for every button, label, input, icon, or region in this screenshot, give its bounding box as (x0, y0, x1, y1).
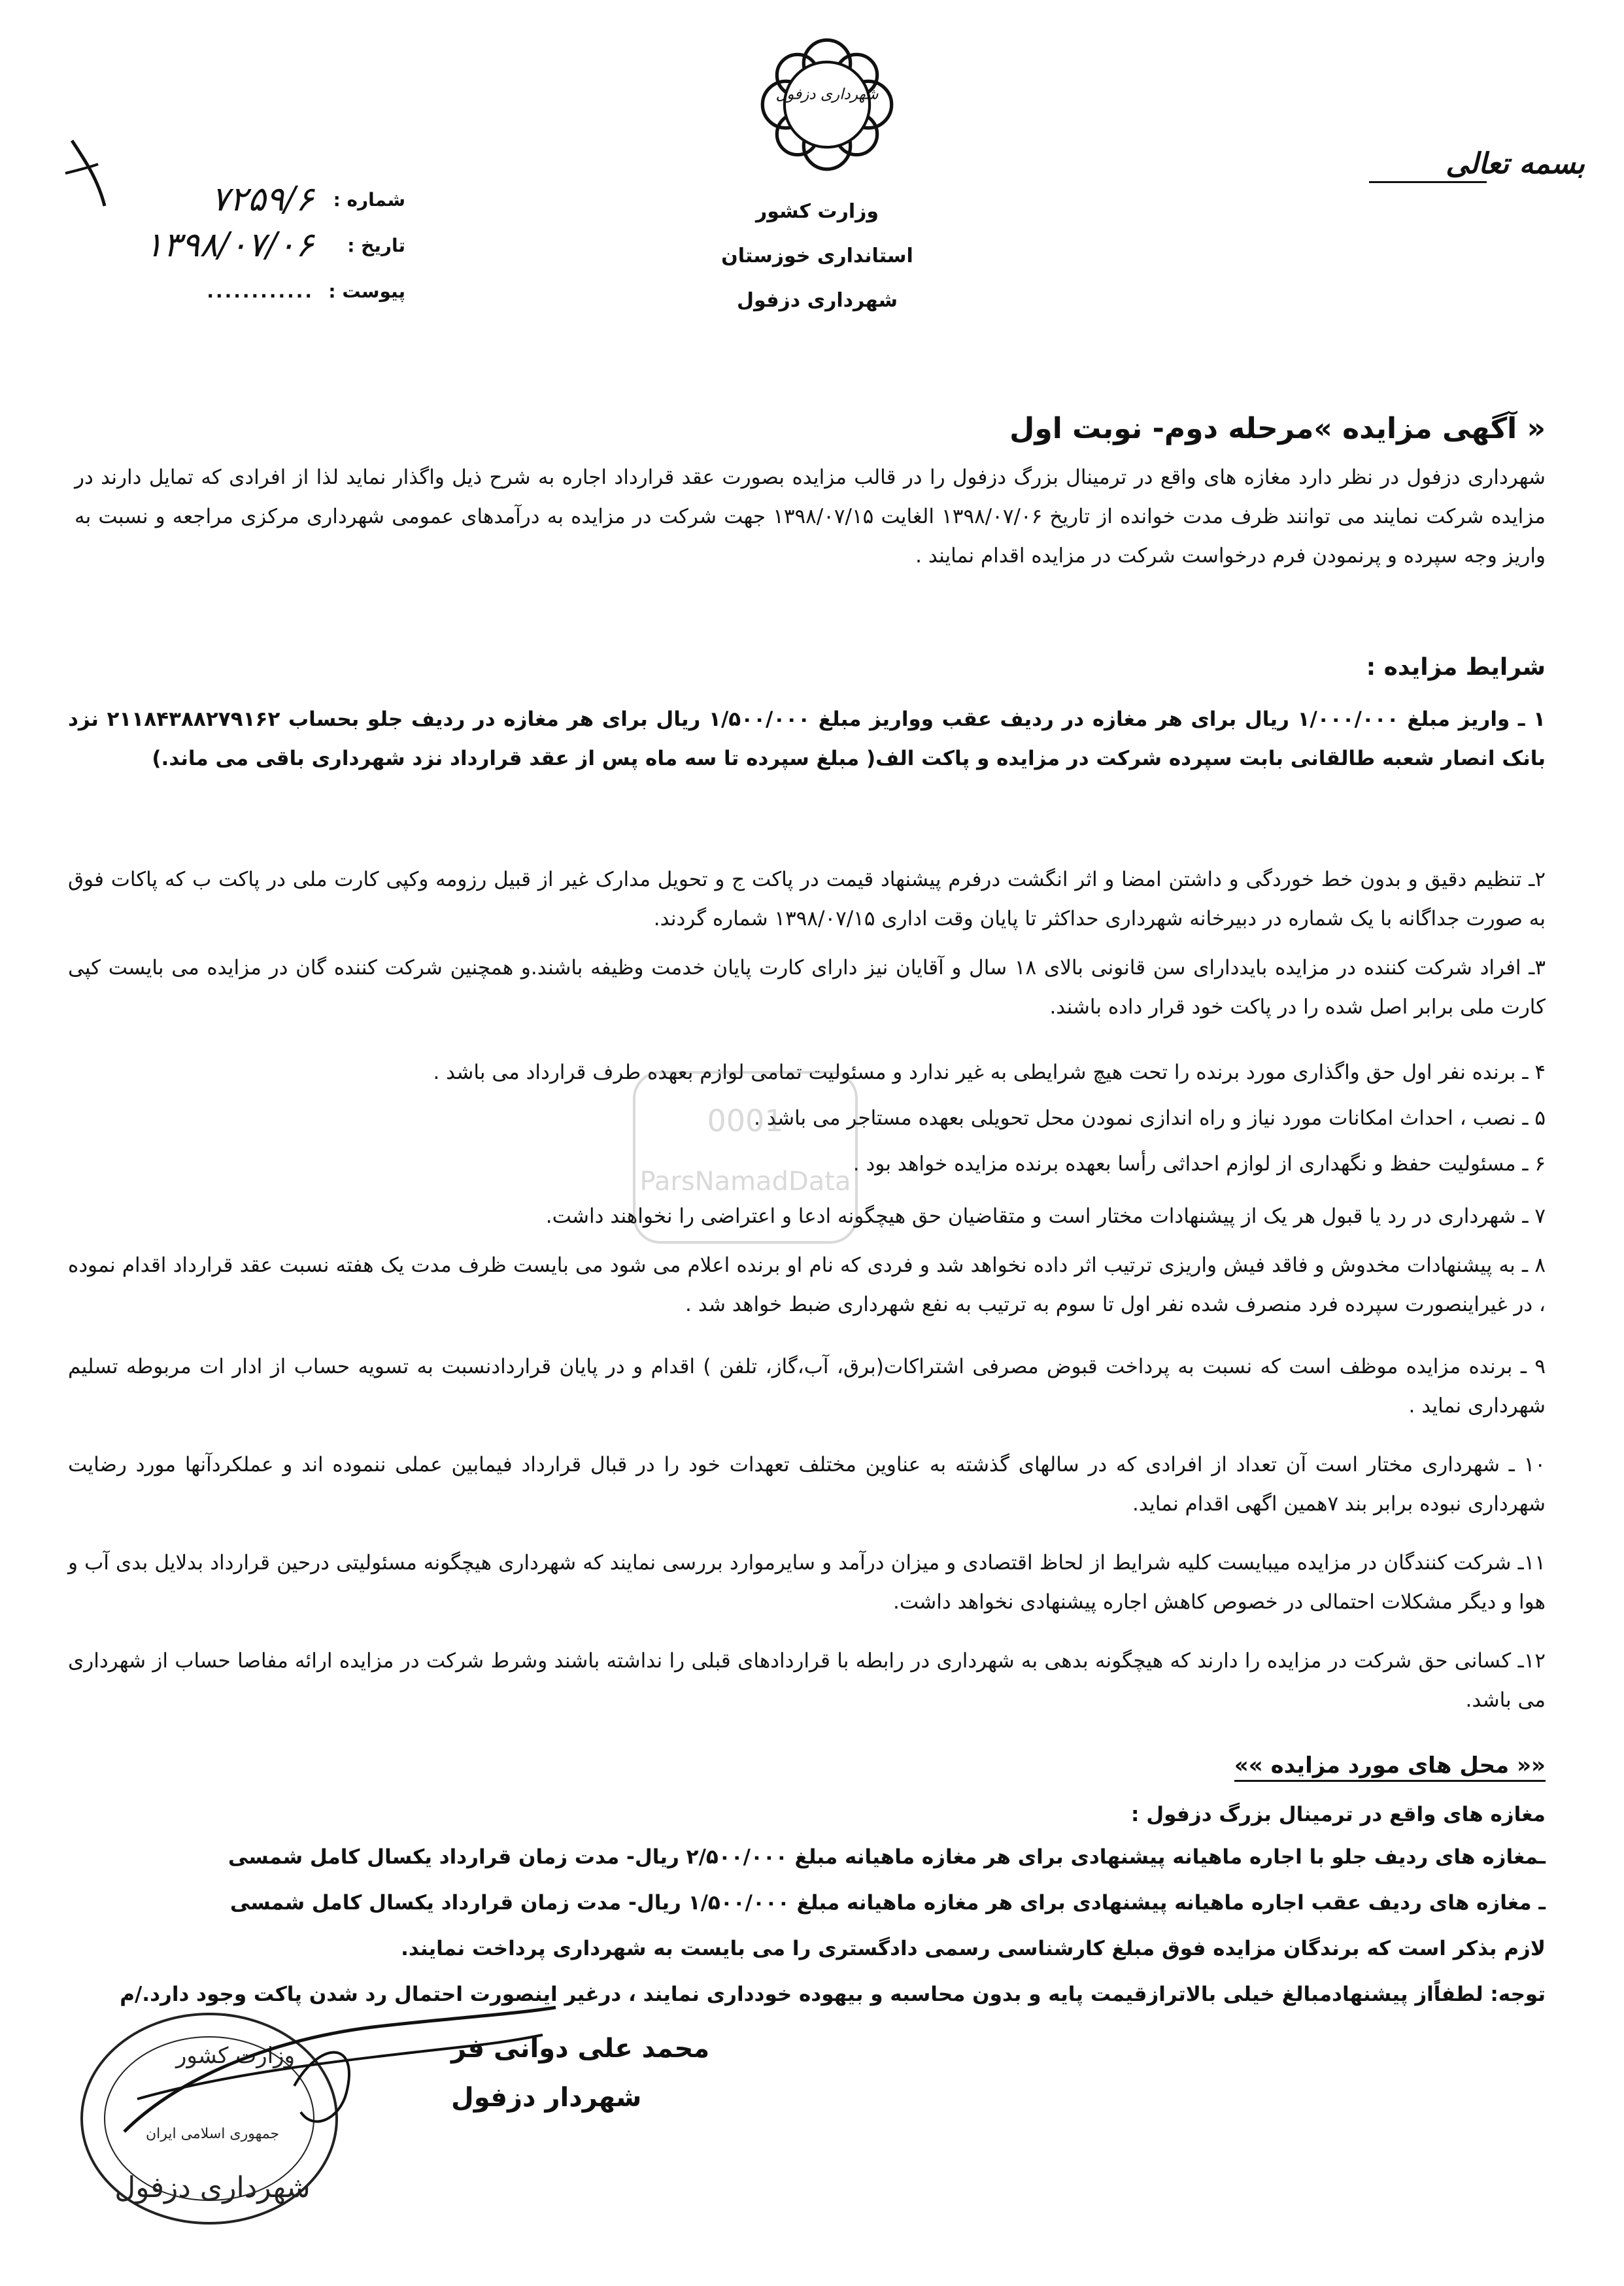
intro-paragraph: شهرداری دزفول در نظر دارد مغازه های واقع در ترمینال بزرگ دزفول را در قالب مزایده بصورت عقد قرارداد اجاره به شرح ذیل واگذار نماید لذا از افرادی که تمایل دارند در مزایده شرکت نمایند می توانند ظرف مدت خوانده از تاریخ ۱۳۹۸/۰۷/۰۶ الغایت ۱۳۹۸/۰۷/۱۵ جهت شرکت در مزایده به درآمدهای عمومی شهرداری مرکزی مراجعه و نسبت به واریز وجه سپرده و پرنمودن فرم درخواست شرکت در مزایده اقدام نمایند . (75, 466, 1546, 568)
fee-note: لازم بذکر است که برندگان مزایده فوق مبلغ کارشناسی رسمی دادگستری را می بایست به شهرداری پرداخت نمایند. (401, 1937, 1546, 1960)
condition-item: ۵ ـ نصب ، احداث امکانات مورد نیاز و راه اندازی نمودن محل تحویلی بعهده مستاجر می باشد . (754, 1106, 1546, 1130)
condition-item: ۱۲ـ کسانی حق شرکت در مزایده را دارند که هیچگونه بدهی به شهرداری در رابطه با قراردادهای قبلی را نداشته باشند وشرط شرکت در مزایده ارائه مفاصا حساب از شهرداری می باشد. (68, 1649, 1546, 1712)
announcement-title: « آگهی مزایده »مرحله دوم- نوبت اول (1009, 412, 1546, 445)
watermark-brand: ParsNamadData (639, 1167, 851, 1197)
condition-item: ۱۰ ـ شهرداری مختار است آن تعداد از افرادی که در سالهای گذشته به عناوین مختلف تعهدات خود را در قبال قرارداد فیمابین عملی ننموده اند و عملکردآنها مورد رضایت شهرداری نبوده برابر بند ۷همین اگهی اقدام نماید. (68, 1453, 1546, 1516)
date-value: ۱۳۹۸/۰۷/۰۶ (144, 226, 314, 265)
municipality-emblem-icon (758, 36, 896, 173)
municipality-name: شهرداری دزفول (736, 289, 898, 312)
condition-item: ۷ ـ شهرداری در رد یا قبول هر یک از پیشنهادات مختار است و متقاضیان حق هیچگونه ادعا و اعتراضی را نخواهند داشت. (545, 1204, 1546, 1228)
condition-item: ۸ ـ به پیشنهادات مخدوش و فاقد فیش واریزی ترتیب اثر داده نخواهد شد و فردی که نام او برنده اعلام می شود می بایست ظرف مدت یک هفته نسبت عقد قرارداد اقدام نموده ، در غیراینصورت سپرده فرد منصرف شده نفر اول تا سوم به ترتیب به نفع شهرداری ضبط خواهد شد . (68, 1254, 1546, 1316)
signatory-title: شهردار دزفول (451, 2083, 642, 2113)
issuer-block (654, 190, 981, 323)
places-subtitle: مغازه های واقع در ترمینال بزرگ دزفول : (1131, 1803, 1546, 1826)
condition-item: ۳ـ افراد شرکت کننده در مزایده بایددارای سن قانونی بالای ۱۸ سال و آقایان نیز دارای کارت پایان خدمت وظیفه باشند.و همچنین شرکت کننده گان در مزایده می بایست کپی کارت ملی برابر اصل شده را در پاکت خود قرار داده باشند. (68, 956, 1546, 1019)
date-row (65, 222, 405, 268)
stamp-small-text: جمهوری اسلامی ایران (145, 2126, 280, 2142)
number-label: شماره : (333, 188, 405, 211)
logo-text: شهرداری دزفول (775, 86, 879, 103)
place-item: ـمغازه های ردیف جلو با اجاره ماهیانه پیشنهادی برای هر مغازه ماهیانه مبلغ ۲/۵۰۰/۰۰۰ ریال- مدت زمان قرارداد یکسال کامل شمسی (228, 1845, 1546, 1869)
watermark-digits: 0001 (707, 1103, 784, 1138)
ministry-name: وزارت کشور (755, 200, 879, 223)
condition-item: ۹ ـ برنده مزایده موظف است که نسبت به پرداخت قبوض مصرفی اشتراکات(برق، آب،گاز، تلفن ) اقدام و در پایان قراردادنسبت به تسویه حساب از ادار ات مربوطه تسلیم شهرداری نماید . (68, 1355, 1546, 1418)
province-name: استانداری خوزستان (721, 245, 913, 267)
watermark-seal (621, 1059, 870, 1255)
conditions-heading: شرایط مزایده : (1366, 654, 1546, 681)
stamp-inner-text: شهرداری دزفول (114, 2171, 311, 2204)
bismillah-text: بسمه تعالی (1446, 147, 1585, 180)
attention-note: توجه: لطفاًاز پیشنهادمبالغ خیلی بالاترازقیمت پایه و بدون محاسبه و بیهوده خودداری نمایند ، درغیر اینصورت احتمال رد شدن پاکت وجود دارد./م (120, 1983, 1546, 2006)
handwritten-signature (98, 2001, 569, 2151)
attachment-label: پیوست : (328, 280, 405, 302)
bismillah-header (1369, 147, 1585, 180)
attachment-row (65, 268, 405, 314)
date-label: تاریخ : (347, 234, 405, 256)
places-heading: «« محل های مورد مزایده »» (1234, 1752, 1546, 1782)
attachment-value: ............ (207, 280, 314, 302)
bismillah-underline (1369, 181, 1487, 183)
number-row (65, 177, 405, 222)
condition-item: ۴ ـ برنده نفر اول حق واگذاری مورد برنده را تحت هیچ شرایطی به غیر ندارد و مسئولیت تمامی لوازم بعهده طرف قرارداد می باشد . (433, 1061, 1546, 1084)
place-item: ـ مغازه های ردیف عقب اجاره ماهیانه پیشنهادی برای هر مغازه ماهیانه مبلغ ۱/۵۰۰/۰۰۰ ریال- مدت زمان قرارداد یکسال کامل شمسی (229, 1891, 1546, 1915)
number-value: ۷۲۵۹/۶ (211, 180, 314, 219)
condition-item: ۱ ـ واریز مبلغ ۱/۰۰۰/۰۰۰ ریال برای هر مغازه در ردیف عقب وواریز مبلغ ۱/۵۰۰/۰۰۰ ریال برای هر مغازه در ردیف جلو بحساب ۲۱۱۸۴۳۸۸۲۷۹۱۶۲ نزد بانک انصار شعبه طالقانی بابت سپرده شرکت در مزایده و پاکت الف( مبلغ سپرده تا سه ماه پس از عقد قرارداد نزد شهرداری باقی می ماند.) (68, 708, 1546, 770)
condition-item: ۶ ـ مسئولیت حفظ و نگهداری از لوازم احداثی رأسا بعهده برنده مزایده خواهد بود . (853, 1152, 1546, 1176)
signatory-name: محمد علی دوانی فر (451, 2034, 710, 2064)
condition-item: ۲ـ تنظیم دقیق و بدون خط خوردگی و داشتن امضا و اثر انگشت درفرم پیشنهاد قیمت در پاکت ج و تحویل مدارک غیر از قبیل رزومه وکپی کارت ملی در پاکت ب که پاکات فوق به صورت جداگانه با یک شماره در دبیرخانه شهرداری حداکثر تا پایان وقت اداری ۱۳۹۸/۰۷/۱۵ شماره گردند. (68, 868, 1546, 930)
letter-meta (65, 177, 405, 314)
condition-item: ۱۱ـ شرکت کنندگان در مزایده میبایست کلیه شرایط از لحاظ اقتصادی و میزان درآمد و سایرموارد بررسی نمایند که شهرداری هیچگونه مسئولیتی درحین قرارداد بدلایل بدی آب و هوا و دیگر مشکلات احتمالی در خصوص کاهش اجاره پیشنهادی نخواهد داشت. (68, 1551, 1546, 1614)
stamp-outer-text: وزارت کشور (175, 2043, 296, 2069)
